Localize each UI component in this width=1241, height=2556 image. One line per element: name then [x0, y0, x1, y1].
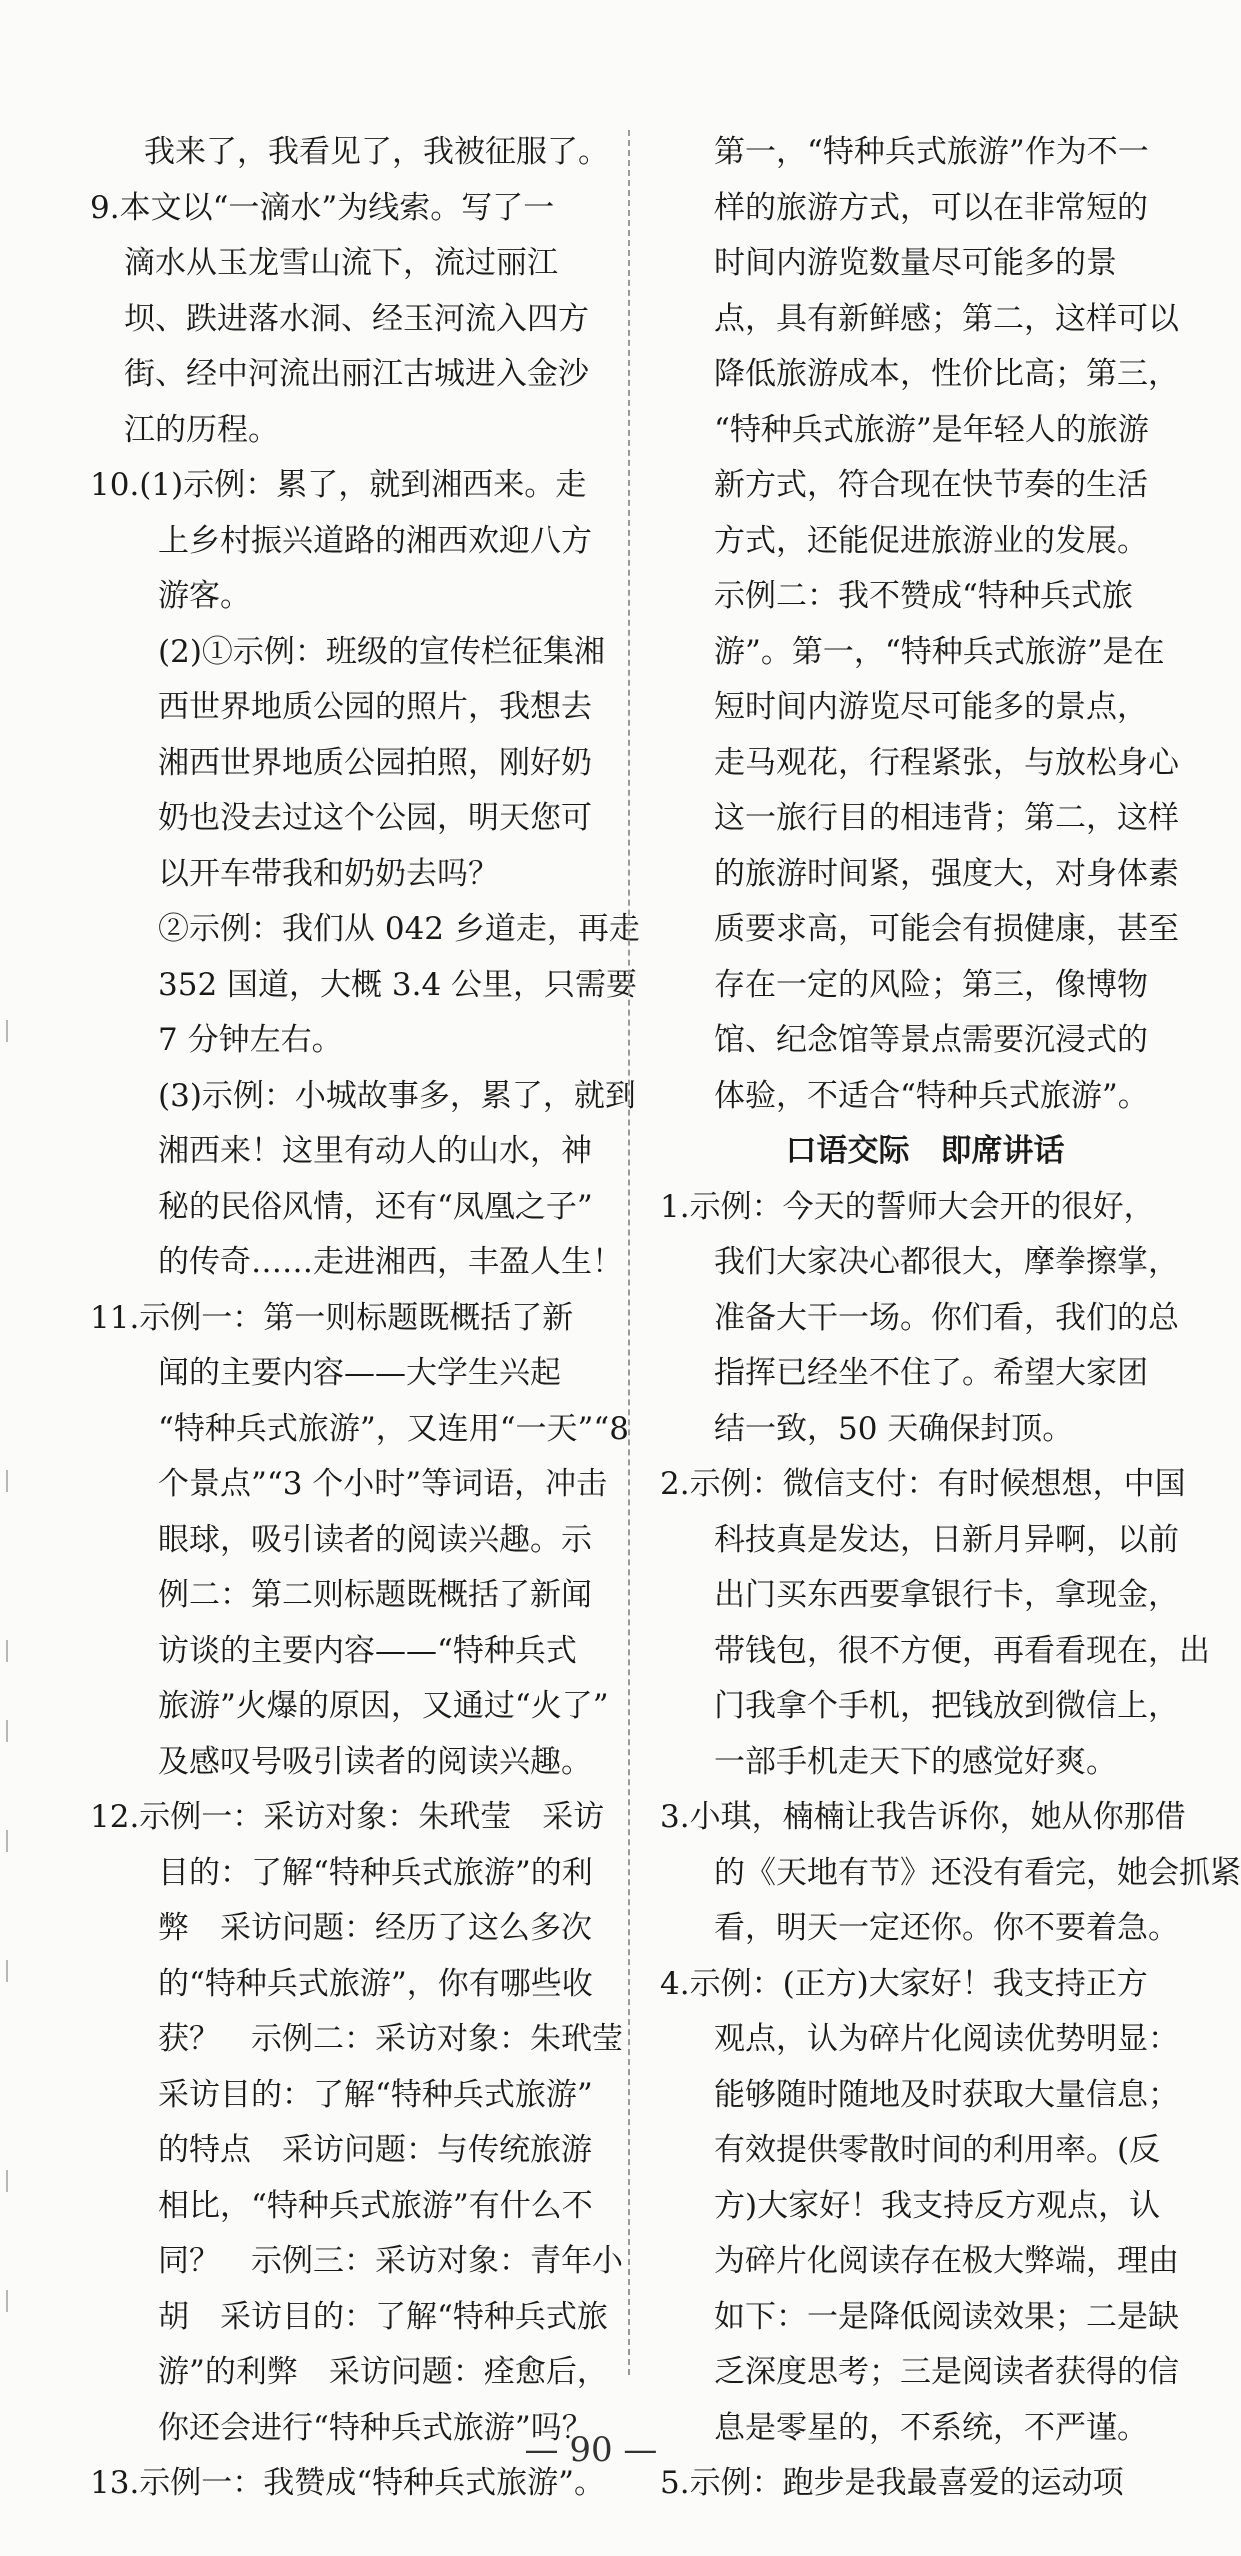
text-line: 江的历程。	[124, 411, 279, 448]
text-line: 质要求高，可能会有损健康，甚至	[714, 911, 1179, 947]
text-line: 馆、纪念馆等景点需要沉浸式的	[714, 1022, 1148, 1058]
text-line: 11.示例一：第一则标题既概括了新	[90, 1299, 574, 1336]
text-line: 看，明天一定还你。你不要着急。	[714, 1910, 1179, 1946]
text-line: 存在一定的风险；第三，像博物	[714, 966, 1148, 1003]
text-line: 352 国道，大概 3.4 公里，只需要	[158, 966, 638, 1003]
text-line: 方)大家好！我支持反方观点，认	[714, 2187, 1161, 2224]
text-line: 短时间内游览尽可能多的景点，	[714, 689, 1148, 725]
text-line: 2.示例：微信支付：有时候想想，中国	[660, 1466, 1186, 1502]
text-line: 门我拿个手机，把钱放到微信上，	[714, 1688, 1179, 1724]
text-line: 带钱包，很不方便，再看看现在，出	[714, 1632, 1210, 1669]
text-line: 的旅游时间紧，强度大，对身体素	[714, 855, 1179, 892]
text-line: 第一，“特种兵式旅游”作为不一	[714, 134, 1149, 170]
text-line: “特种兵式旅游”是年轻人的旅游	[714, 411, 1149, 448]
text-line: (3)示例：小城故事多，累了，就到	[158, 1077, 636, 1114]
page-number: — 90 —	[524, 2430, 658, 2470]
margin-mark	[6, 1640, 18, 1662]
text-line: 1.示例：今天的誓师大会开的很好，	[660, 1188, 1155, 1225]
text-line: 你还会进行“特种兵式旅游”吗？	[158, 2409, 593, 2446]
text-line: 例二：第二则标题既概括了新闻	[158, 1577, 592, 1613]
text-line: 样的旅游方式，可以在非常短的	[714, 189, 1148, 226]
text-line: 秘的民俗风情，还有“凤凰之子”	[158, 1188, 593, 1225]
text-line: 13.示例一：我赞成“特种兵式旅游”。	[90, 2465, 605, 2501]
margin-mark	[6, 2290, 18, 2312]
text-line: 能够随时随地及时获取大量信息；	[714, 2076, 1179, 2113]
text-line: 个景点”“3 个小时”等词语，冲击	[158, 1466, 608, 1502]
text-line: 眼球，吸引读者的阅读兴趣。示	[158, 1521, 592, 1558]
text-line: 及感叹号吸引读者的阅读兴趣。	[158, 1743, 592, 1780]
text-line: 有效提供零散时间的利用率。(反	[714, 2132, 1161, 2168]
text-line: “特种兵式旅游”，又连用“一天”“8	[158, 1410, 629, 1447]
text-line: 的传奇……走进湘西，丰盈人生！	[158, 1244, 623, 1280]
text-line: ②示例：我们从 042 乡道走，再走	[158, 911, 640, 947]
margin-mark	[6, 2170, 18, 2192]
text-line: 弊 采访问题：经历了这么多次	[158, 1910, 592, 1946]
text-line: 游”的利弊 采访问题：痊愈后，	[158, 2354, 608, 2390]
text-line: 的特点 采访问题：与传统旅游	[158, 2132, 592, 2168]
text-line: 准备大干一场。你们看，我们的总	[714, 1299, 1179, 1336]
text-line: 10.(1)示例：累了，就到湘西来。走	[90, 467, 587, 503]
text-line: 胡 采访目的：了解“特种兵式旅	[158, 2298, 608, 2335]
text-line: 为碎片化阅读存在极大弊端，理由	[714, 2243, 1179, 2279]
text-line: 游”。第一，“特种兵式旅游”是在	[714, 633, 1165, 670]
text-line: 走马观花，行程紧张，与放松身心	[714, 744, 1179, 781]
text-line: 指挥已经坐不住了。希望大家团	[714, 1355, 1148, 1391]
text-line: 观点，认为碎片化阅读优势明显：	[714, 2021, 1179, 2057]
text-line: 坝、跌进落水洞、经玉河流入四方	[124, 300, 589, 337]
text-line: 街、经中河流出丽江古城进入金沙	[124, 356, 589, 392]
text-line: 获？ 示例二：采访对象：朱玳莹	[158, 2021, 623, 2057]
text-line: 12.示例一：采访对象：朱玳莹 采访	[90, 1799, 605, 1835]
text-line: 的《天地有节》还没有看完，她会抓紧	[714, 1854, 1241, 1891]
text-line: 相比，“特种兵式旅游”有什么不	[158, 2187, 593, 2224]
text-line: 出门买东西要拿银行卡，拿现金，	[714, 1577, 1179, 1613]
text-line: 体验，不适合“特种兵式旅游”。	[714, 1077, 1149, 1114]
margin-mark	[6, 1720, 18, 1742]
left-column	[80, 125, 640, 2512]
margin-mark	[6, 1960, 18, 1982]
text-line: 结一致，50 天确保封顶。	[714, 1410, 1074, 1447]
text-line: 点，具有新鲜感；第二，这样可以	[714, 300, 1179, 337]
text-line: 新方式，符合现在快节奏的生活	[714, 467, 1148, 503]
text-line: 示例二：我不赞成“特种兵式旅	[714, 578, 1133, 614]
text-line: 我来了，我看见了，我被征服了。	[144, 134, 609, 170]
margin-mark	[6, 1020, 18, 1042]
text-line: 这一旅行目的相违背；第二，这样	[714, 800, 1179, 836]
text-line: 方式，还能促进旅游业的发展。	[714, 522, 1148, 559]
text-line: 乏深度思考；三是阅读者获得的信	[714, 2354, 1179, 2390]
text-line: 息是零星的，不系统，不严谨。	[714, 2409, 1148, 2446]
margin-mark	[6, 1830, 18, 1852]
text-line: 同？ 示例三：采访对象：青年小	[158, 2243, 623, 2279]
text-line: 湘西世界地质公园拍照，刚好奶	[158, 744, 592, 781]
text-line: 游客。	[158, 578, 251, 614]
section-title: 口语交际 即席讲话	[785, 1133, 1065, 1169]
column-divider	[628, 130, 630, 2375]
text-line: 如下：一是降低阅读效果；二是缺	[714, 2298, 1179, 2335]
text-line: 科技真是发达，日新月异啊，以前	[714, 1521, 1179, 1558]
text-line: 西世界地质公园的照片，我想去	[158, 689, 592, 725]
text-line: 以开车带我和奶奶去吗？	[158, 855, 499, 892]
text-line: 闻的主要内容——大学生兴起	[158, 1355, 561, 1391]
text-line: 的“特种兵式旅游”，你有哪些收	[158, 1965, 593, 2002]
text-line: 滴水从玉龙雪山流下，流过丽江	[124, 245, 558, 281]
text-line: 5.示例：跑步是我最喜爱的运动项	[660, 2465, 1124, 2501]
text-line: 3.小琪，楠楠让我告诉你，她从你那借	[660, 1799, 1186, 1835]
text-line: 7 分钟左右。	[158, 1022, 343, 1058]
margin-mark	[6, 1470, 18, 1492]
text-line: 采访目的：了解“特种兵式旅游”	[158, 2076, 593, 2113]
text-line: (2)①示例：班级的宣传栏征集湘	[158, 633, 605, 670]
text-line: 时间内游览数量尽可能多的景	[714, 245, 1117, 281]
text-line: 目的：了解“特种兵式旅游”的利	[158, 1854, 593, 1891]
right-column	[650, 125, 1241, 2512]
text-line: 我们大家决心都很大，摩拳擦掌，	[714, 1244, 1179, 1280]
text-line: 降低旅游成本，性价比高；第三，	[714, 356, 1179, 392]
text-line: 湘西来！这里有动人的山水，神	[158, 1133, 592, 1169]
text-line: 奶也没去过这个公园，明天您可	[158, 800, 592, 836]
text-line: 一部手机走天下的感觉好爽。	[714, 1743, 1117, 1780]
text-line: 9.本文以“一滴水”为线索。写了一	[90, 189, 555, 226]
text-line: 旅游”火爆的原因，又通过“火了”	[158, 1688, 609, 1724]
text-line: 4.示例：(正方)大家好！我支持正方	[660, 1965, 1148, 2002]
text-line: 上乡村振兴道路的湘西欢迎八方	[158, 522, 592, 559]
text-line: 访谈的主要内容——“特种兵式	[158, 1632, 577, 1669]
